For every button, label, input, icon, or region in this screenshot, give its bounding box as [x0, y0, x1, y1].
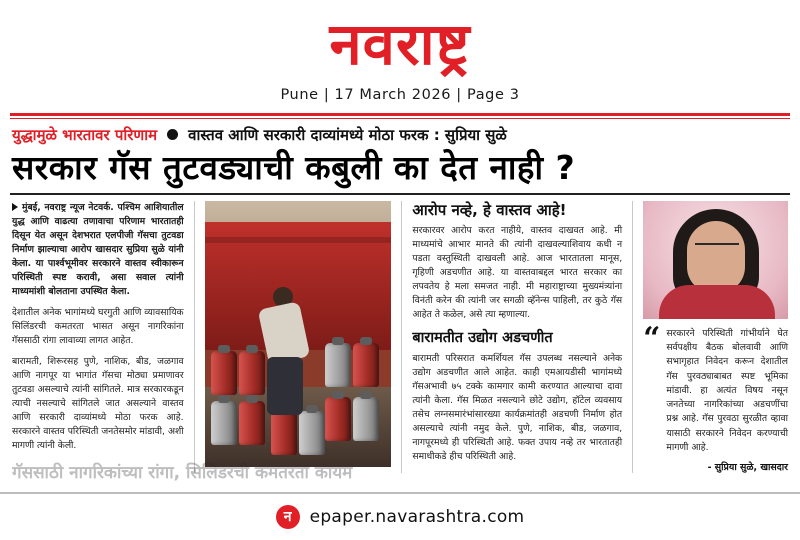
- footer: [0, 494, 800, 540]
- next-article-text: गॅससाठी नागरिकांच्या रांगा, सिलिंडरची कमतरता कायम: [12, 463, 353, 482]
- cylinder: [299, 411, 325, 455]
- cylinder: [325, 343, 351, 387]
- section-subheading: बारामतीत उद्योग अडचणीत: [412, 329, 553, 346]
- quote-text: सरकारने परिस्थिती गांभीर्याने घेत सर्वपक्षीय बैठक बोलवावी आणि सभागृहात निवेदन करून देशातील गॅस पुरवठ्याबाबत स्पष्ट भूमिका मांडावी. हा अत्यंत विषय नसून जनतेच्या नागरिकांच्या अडचणींचा प्रश्न आहे. गॅस पुरवठा सुरळीत व्हावा यासाठी सरकारने निवेदन करण्याची मागणी आहे.: [666, 327, 788, 453]
- footer-url[interactable]: epaper.navarashtra.com: [309, 507, 525, 527]
- column-text-left: [12, 201, 184, 473]
- masthead: [0, 0, 800, 103]
- cylinder: [211, 351, 237, 395]
- bullet-dot-icon: [167, 129, 178, 140]
- kicker-left-label: युद्धामुळे भारतावर परिणाम: [12, 125, 158, 144]
- paragraph: बारामती परिसरात कमर्शियल गॅस उपलब्ध नसल्याने अनेक उद्योग अडचणीत आले आहेत. काही एमआयडीसी भागांमध्ये गॅसअभावी ७५ टक्के कामगार कामी करण्यात आल्याचा दावा त्यांनी केला. गॅस मिळत नसल्याने छोटे उद्योग, हॉटेल व्यवसाय तसेच लग्नसमारंभांसारख्या कार्यक्रमांतही अडचणी निर्माण होत असल्याचे त्यांनी नमुद केले. पुणे, नाशिक, बीड, जळगाव, नागपूरमध्ये ही परिस्थिती आहे. फक्त उपाय नव्हे तर भारतातही समाधीकडे हीच परिस्थिती आहे.: [412, 353, 623, 462]
- portrait-glasses: [695, 243, 739, 253]
- next-article-strip: [12, 460, 788, 482]
- article-body: [0, 195, 800, 473]
- photo-gas-cylinders: [205, 201, 392, 467]
- paragraph: सरकारवर आरोप करत नाहीये, वास्तव दाखवत आहे. मी माध्यमांचे आभार मानते की त्यांनी दाखवल्याशिवाय कधी न पडता वस्तुस्थिती दाखवली आहे. आज भारतातला मानूस, गृहिणी अडचणीत आहे. या वास्तवाबद्दल भारत सरकार का लपवतेय हे मला समजत नाही. मी महाराष्ट्राच्या मुख्यमंत्र्यांना विनंती करेन की त्यांनी जर सगळी व्हॅनेन्स पाहिली, तर कुठे गॅस आहेत ते कळेल, असे त्या म्हणाल्या.: [412, 224, 623, 320]
- column-text-middle: [412, 201, 622, 473]
- kicker-row: [0, 119, 800, 147]
- photo-worker: [257, 287, 315, 417]
- cylinder: [325, 397, 351, 441]
- page-title: सरकार गॅस तुटवड्याची कबुली का देत नाही ?: [12, 147, 576, 187]
- article-photo: [205, 201, 392, 473]
- cylinder: [271, 411, 297, 455]
- edition-line: Pune | 17 March 2026 | Page 3: [280, 86, 520, 103]
- quote-mark-icon: “: [643, 320, 661, 356]
- pull-quote: [643, 320, 788, 455]
- cylinder: [353, 343, 379, 387]
- column-divider: [632, 201, 633, 473]
- navarashtra-logo-icon: न: [276, 505, 300, 529]
- worker-torso: [257, 301, 310, 365]
- column-quote-right: [643, 201, 788, 473]
- cylinder: [353, 397, 379, 441]
- paragraph-text: मुंबई, नवराष्ट्र न्यूज नेटवर्क. पश्चिम आशियातील युद्ध आणि वाढत्या तणावाचा परिणाम भारतातही दिसून येत असून देशभरात एलपीजी गॅसचा तुटवडा निर्माण झाल्याचा आरोप खासदार सुप्रिया सुळे यांनी केला. या पार्श्वभूमीवर सरकारने वास्तव स्वीकारून परिस्थिती स्पष्ट करावी, असा सवाल त्यांनी माध्यमांशी बोलताना उपस्थित केला.: [12, 201, 184, 297]
- paragraph: देशातील अनेक भागांमध्ये घरगुती आणि व्यावसायिक सिलिंडरची कमतरता भासत असून नागरिकांना गॅससाठी रांगा लावाव्या लागत आहेत.: [12, 306, 184, 346]
- column-divider: [194, 201, 195, 473]
- portrait-supriya-sule: [643, 201, 788, 319]
- paragraph: [12, 201, 184, 299]
- paragraph: बारामती, शिरूरसह पुणे, नाशिक, बीड, जळगाव आणि नागपूर या भागांत गॅसचा मोठ्या प्रमाणावर तुटवडा असल्याचे त्यांनी सांगितले. मात्र सरकारकडून त्याची नसल्याचे सांगितले जात असल्याने वास्तव आणि सरकारी दाव्यांमध्ये मोठा फरक आहे. सरकारने वास्तव परिस्थिती जनतेसमोर मांडावी, अशी मागणी त्यांनी केली.: [12, 355, 184, 451]
- portrait-shoulders: [659, 285, 775, 319]
- worker-legs: [267, 357, 303, 415]
- column-divider: [401, 201, 402, 473]
- kicker-right-label: वास्तव आणि सरकारी दाव्यांमध्ये मोठा फरक : सुप्रिया सुळे: [188, 125, 507, 144]
- section-subheading: आरोप नव्हे, हे वास्तव आहे!: [412, 200, 567, 219]
- quote-attribution: - सुप्रिया सुळे, खासदार: [707, 462, 788, 474]
- divider-thick: [10, 113, 790, 116]
- portrait-face: [687, 221, 745, 293]
- triangle-bullet-icon: [12, 203, 18, 211]
- cylinder: [211, 401, 237, 445]
- masthead-title: नवराष्ट्र: [329, 10, 471, 78]
